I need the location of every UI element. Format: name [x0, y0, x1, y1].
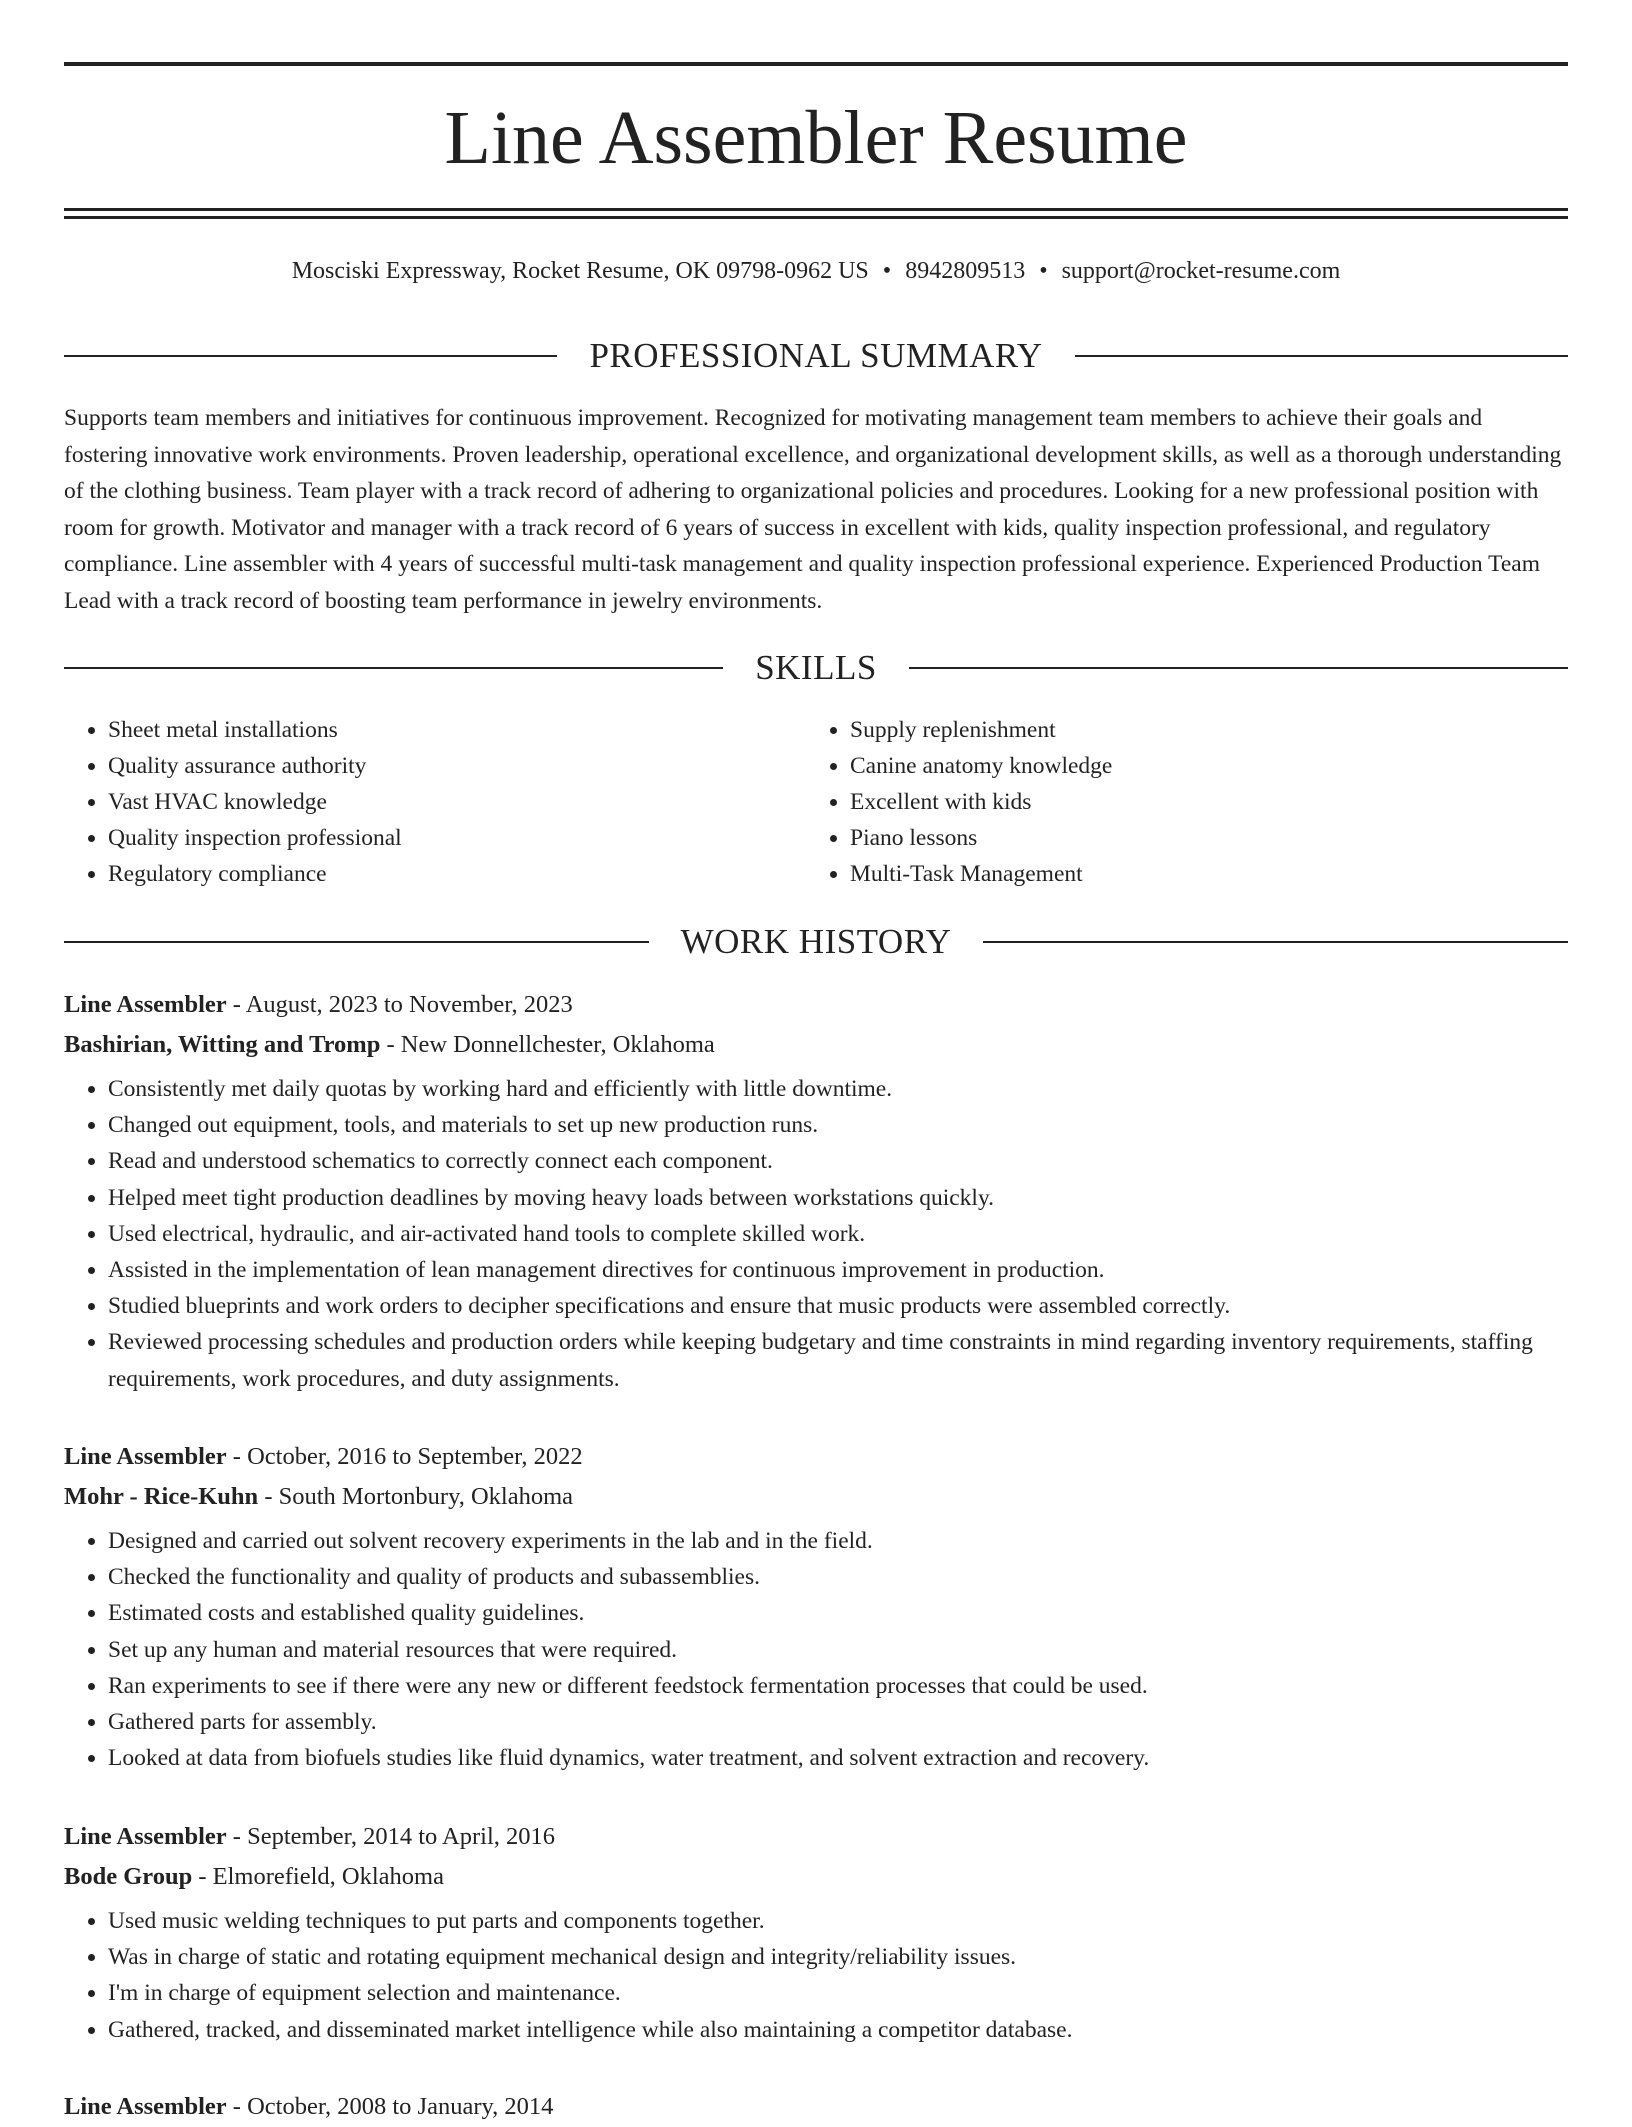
- job-dates: - October, 2016 to September, 2022: [226, 1443, 583, 1470]
- job-bullet: • Read and understood schematics to correctly connect each component.: [108, 1143, 1568, 1179]
- job-bullet: • Used music welding techniques to put parts and components together.: [108, 1903, 1568, 1939]
- section-heading-label: SKILLS: [755, 648, 877, 687]
- job-title-line: [64, 1437, 1568, 1477]
- job-bullet: • Gathered parts for assembly.: [108, 1704, 1568, 1740]
- skill-item: • Quality assurance authority: [108, 748, 806, 784]
- job-bullets: [64, 1903, 1568, 2048]
- skill-item: • Quality inspection professional: [108, 820, 806, 856]
- contact-separator: •: [882, 258, 892, 284]
- job-entry: [64, 985, 1568, 1397]
- resume-title: Line Assembler Resume: [444, 96, 1188, 180]
- section-heading-summary: [64, 334, 1568, 378]
- skill-item: • Sheet metal installations: [108, 712, 806, 748]
- title-double-rule-lower: [64, 216, 1568, 219]
- job-entry: [64, 1817, 1568, 2048]
- skill-item: • Piano lessons: [850, 820, 1548, 856]
- skill-item: • Vast HVAC knowledge: [108, 784, 806, 820]
- skills-columns: [64, 712, 1568, 892]
- job-location: - South Mortonbury, Oklahoma: [258, 1483, 574, 1510]
- job-bullet: • Studied blueprints and work orders to decipher specifications and ensure that music products were assembled correctly.: [108, 1288, 1568, 1324]
- job-company: Mohr - Rice-Kuhn: [64, 1483, 259, 1510]
- job-bullet: • Gathered, tracked, and disseminated market intelligence while also maintaining a competitor database.: [108, 2012, 1568, 2048]
- job-bullet: • Assisted in the implementation of lean management directives for continuous improvement in production.: [108, 1252, 1568, 1288]
- job-entry: [64, 2087, 1568, 2127]
- job-bullet: • Reviewed processing schedules and production orders while keeping budgetary and time constraints in mind regarding inventory requirements, staffing requirements, work procedures, and duty assignments.: [108, 1324, 1568, 1396]
- job-bullet: • Ran experiments to see if there were any new or different feedstock fermentation processes that could be used.: [108, 1668, 1568, 1704]
- job-title: Line Assembler: [64, 991, 227, 1018]
- job-company-line: [64, 1857, 1568, 1897]
- summary-paragraph: Supports team members and initiatives for continuous improvement. Recognized for motivating management team members to achieve their goals and fostering innovative work environments. Proven leadership, operational excellence, and organizational development skills, as well as a thorough understanding of the clothing business. Team player with a track record of adhering to organizational policies and procedures. Looking for a new professional position with room for growth. Motivator and manager with a track record of 6 years of success in excellent with kids, quality inspection professional, and regulatory compliance. Line assembler with 4 years of successful multi-task management and quality inspection professional experience. Experienced Production Team Lead with a track record of boosting team performance in jewelry environments.: [64, 405, 1562, 614]
- job-company-line: [64, 1025, 1568, 1065]
- job-bullet: • Estimated costs and established quality guidelines.: [108, 1595, 1568, 1631]
- skill-item: • Multi-Task Management: [850, 856, 1548, 892]
- job-bullet: • Used electrical, hydraulic, and air-activated hand tools to complete skilled work.: [108, 1216, 1568, 1252]
- skill-item: • Supply replenishment: [850, 712, 1548, 748]
- job-dates: - October, 2008 to January, 2014: [226, 2093, 554, 2120]
- job-title: Line Assembler: [64, 1823, 227, 1850]
- contact-separator: •: [1039, 258, 1048, 284]
- job-bullet: • Changed out equipment, tools, and materials to set up new production runs.: [108, 1107, 1568, 1143]
- job-company: Bashirian, Witting and Tromp: [64, 1031, 381, 1058]
- job-bullets: [64, 1523, 1568, 1776]
- skill-item: • Excellent with kids: [850, 784, 1548, 820]
- heading-rule-right: [909, 667, 1568, 669]
- skills-list-right: [806, 712, 1548, 892]
- job-bullet: • Was in charge of static and rotating equipment mechanical design and integrity/reliability issues.: [108, 1939, 1568, 1975]
- contact-address: Mosciski Expressway, Rocket Resume, OK 09798-0962 US: [291, 258, 869, 284]
- job-bullet: • I'm in charge of equipment selection and maintenance.: [108, 1975, 1568, 2011]
- title-double-rule-upper: [64, 208, 1568, 211]
- heading-rule-left: [64, 667, 723, 669]
- job-company: Bode Group: [64, 1863, 193, 1890]
- job-title: Line Assembler: [64, 2093, 227, 2120]
- heading-rule-right: [983, 941, 1568, 943]
- contact-line: [64, 254, 1568, 288]
- job-entry: [64, 1437, 1568, 1776]
- section-heading-label: WORK HISTORY: [680, 922, 952, 961]
- job-bullets: [64, 1071, 1568, 1397]
- job-location: - Elmorefield, Oklahoma: [192, 1863, 444, 1890]
- job-location: - New Donnellchester, Oklahoma: [380, 1031, 715, 1058]
- section-heading-skills: [64, 646, 1568, 690]
- job-dates: - September, 2014 to April, 2016: [226, 1823, 556, 1850]
- job-bullet: • Looked at data from biofuels studies like fluid dynamics, water treatment, and solvent extraction and recovery.: [108, 1740, 1568, 1776]
- contact-email: support@rocket-resume.com: [1061, 258, 1341, 284]
- job-bullet: • Helped meet tight production deadlines by moving heavy loads between workstations quickly.: [108, 1180, 1568, 1216]
- heading-rule-right: [1075, 355, 1568, 357]
- skills-list-left: [64, 712, 806, 892]
- job-bullet: • Set up any human and material resources that were required.: [108, 1632, 1568, 1668]
- section-heading-work-history: [64, 920, 1568, 964]
- job-bullet: • Consistently met daily quotas by working hard and efficiently with little downtime.: [108, 1071, 1568, 1107]
- heading-rule-left: [64, 941, 649, 943]
- job-bullet: • Designed and carried out solvent recovery experiments in the lab and in the field.: [108, 1523, 1568, 1559]
- skill-item: • Canine anatomy knowledge: [850, 748, 1548, 784]
- job-dates: - August, 2023 to November, 2023: [226, 991, 573, 1018]
- skill-item: • Regulatory compliance: [108, 856, 806, 892]
- job-title-line: [64, 1817, 1568, 1857]
- top-rule: [64, 62, 1568, 66]
- job-title-line: [64, 2087, 1568, 2127]
- job-title-line: [64, 985, 1568, 1025]
- job-bullet: • Checked the functionality and quality of products and subassemblies.: [108, 1559, 1568, 1595]
- job-company-line: [64, 1477, 1568, 1517]
- job-title: Line Assembler: [64, 1443, 227, 1470]
- contact-phone: 8942809513: [905, 258, 1026, 284]
- heading-rule-left: [64, 355, 557, 357]
- section-heading-label: PROFESSIONAL SUMMARY: [589, 336, 1043, 375]
